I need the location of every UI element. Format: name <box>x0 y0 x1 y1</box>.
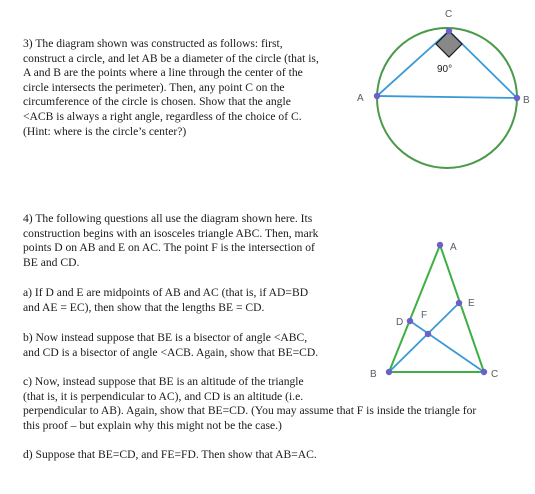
point-f <box>425 331 431 337</box>
point-b <box>386 369 392 375</box>
label-b: B <box>523 95 530 106</box>
text-line: circumference of the circle is chosen. Show that the angle <box>23 95 291 109</box>
text-line: and CD is a bisector of angle <ACB. Again, show that BE=CD. <box>23 345 319 359</box>
text-line: (Hint: where is the circle’s center?) <box>23 124 187 138</box>
text-line: BE and CD. <box>23 255 80 269</box>
text-line: A and B are the points where a line through the center of the <box>23 66 303 80</box>
text-line: a) If D and E are midpoints of AB and AC (that is, if AD=BD <box>23 286 309 299</box>
angle-label: 90° <box>437 64 453 75</box>
circle-diagram <box>357 9 530 168</box>
point-a <box>374 93 380 99</box>
text-line: and AE = EC), then show that the lengths BE = CD. <box>23 300 265 314</box>
text-line: 3) The diagram shown was constructed as follows: first, <box>23 37 283 50</box>
point-a <box>437 242 443 248</box>
text-line: points D on AB and E on AC. The point F is the intersection of <box>23 241 315 255</box>
text-line: d) Suppose that BE=CD, and FE=FD. Then show that AB=AC. <box>23 448 317 461</box>
label-b: B <box>370 369 377 380</box>
text-line: (that is, it is perpendicular to AC), and CD is an altitude (i.e. <box>23 389 304 403</box>
text-line: b) Now instead suppose that BE is a bisector of angle <ABC, <box>23 331 308 344</box>
right-angle-marker <box>436 31 462 57</box>
label-d: D <box>396 317 404 328</box>
point-b <box>514 95 520 101</box>
point-d <box>407 318 413 324</box>
triangle-diagram <box>370 242 498 380</box>
text-line: c) Now, instead suppose that BE is an altitude of the triangle <box>23 375 304 388</box>
text-line: 4) The following questions all use the diagram shown here. Its <box>23 212 313 225</box>
label-a: A <box>357 93 364 104</box>
label-a: A <box>450 242 457 253</box>
point-c <box>446 28 452 34</box>
label-c: C <box>445 9 453 20</box>
text-line: circle intersects the perimeter). Then, any point C on the <box>23 80 285 94</box>
segment-cd <box>410 321 484 372</box>
diameter-ab <box>377 96 517 98</box>
text-line: perpendicular to AB). Again, show that BE=CD. (You may assume that F is inside the triangle for <box>23 404 477 418</box>
point-e <box>456 300 462 306</box>
text-line: <ACB is always a right angle, regardless of the choice of C. <box>23 109 302 123</box>
label-e: E <box>468 298 475 309</box>
text-line: construction begins with an isosceles triangle ABC. Then, mark <box>23 226 319 240</box>
text-line: this proof – but explain why this might not be the case.) <box>23 418 282 432</box>
label-c: C <box>491 369 499 380</box>
point-c <box>481 369 487 375</box>
label-f: F <box>421 310 428 321</box>
text-line: construct a circle, and let AB be a diameter of the circle (that is, <box>23 51 319 65</box>
